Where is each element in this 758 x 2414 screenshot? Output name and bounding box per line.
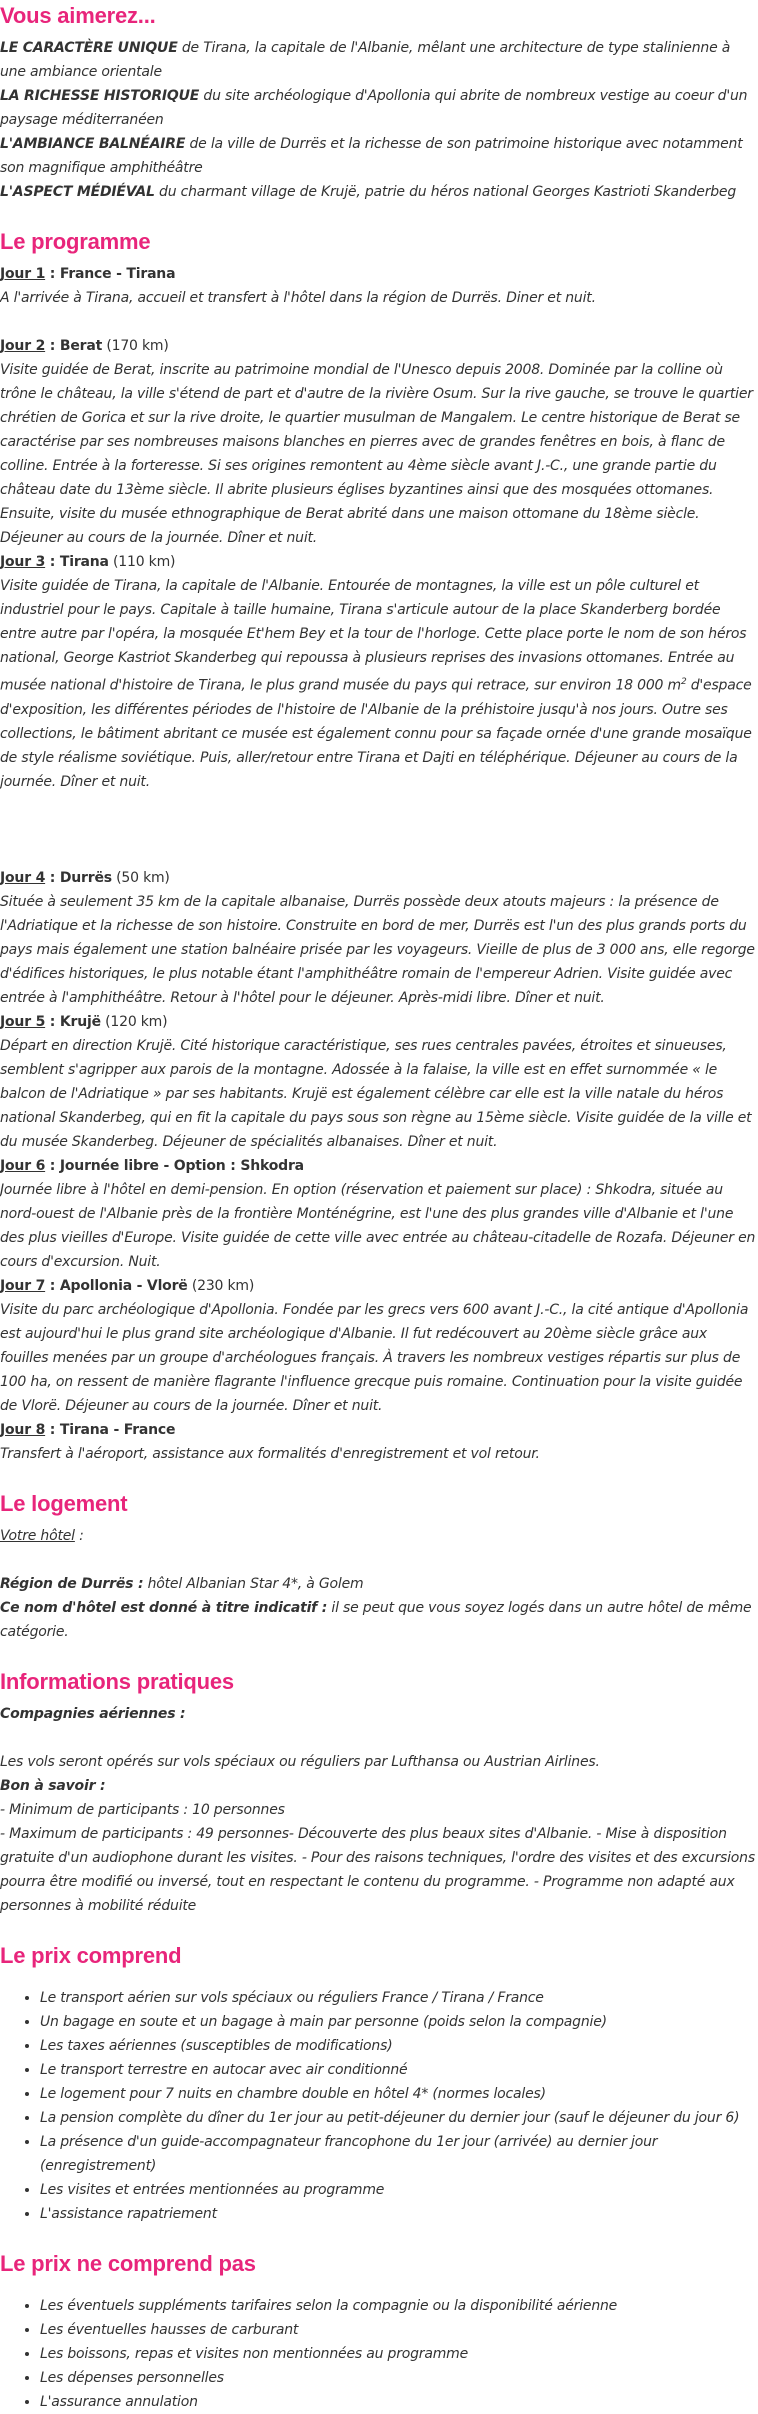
- item-bold: LE CARACTÈRE UNIQUE: [0, 40, 178, 56]
- jour-label: Jour 4: [0, 869, 46, 886]
- indicatif-value: il se peut que vous soyez logés dans un autre hôtel de même catégorie.: [0, 1599, 752, 1640]
- item-bold: LA RICHESSE HISTORIQUE: [0, 88, 200, 104]
- list-item: • L'assistance rapatriement: [40, 2202, 758, 2226]
- vous-aimerez-item: [0, 36, 758, 84]
- bon-line: - Maximum de participants : 49 personnes- Découverte des plus beaux sites d'Albanie. - Mise à disposition gratuite d'un audiophone durant les visites. - Pour des raisons techniques, l'ordre des visites et des excursions pourra être modifié ou inversé, tout en respectant le contenu du programme. - Programme non adapté aux personnes à mobilité réduite: [0, 1825, 755, 1914]
- list-item: • Les éventuelles hausses de carburant: [40, 2318, 758, 2342]
- vous-aimerez-section: [0, 0, 758, 204]
- jour-label: Jour 7: [0, 1277, 46, 1294]
- list-item: • Le transport terrestre en autocar avec air conditionné: [40, 2058, 758, 2082]
- list-item: • Les taxes aériennes (susceptibles de modifications): [40, 2034, 758, 2058]
- bon-label: Bon à savoir :: [0, 1777, 106, 1794]
- jour-title: : Apollonia - Vlorë: [45, 1277, 188, 1294]
- jour-desc: Située à seulement 35 km de la capitale albanaise, Durrës possède deux atouts majeurs : la présence de l'Adriatique et la richesse de son histoire. Construite en bord de mer, Durrës est l'un des plus grands ports du pays mais également une station balnéaire prisée par les voyageurs. Vieille de plus de 3 000 ans, elle regorge d'édifices historiques, le plus notable étant l'amphithéâtre romain de l'empereur Adrien. Visite guidée avec entrée à l'amphithéâtre. Retour à l'hôtel pour le déjeuner. Après-midi libre. Dîner et nuit.: [0, 893, 755, 1006]
- indicatif-label: Ce nom d'hôtel est donné à titre indicatif :: [0, 1599, 328, 1616]
- vous-aimerez-item: [0, 180, 758, 204]
- jour-desc-part: d'espace d'exposition, les différentes périodes de l'histoire de l'Albanie de la préhistoire jusqu'à nos jours. Outre ses collections, le bâtiment abritant ce musée est également connu pour sa façade ornée d'une grande mosaïque de style réalisme soviétique. Puis, aller/retour entre Tirana et Dajti en téléphérique. Déjeuner au cours de la journée. Dîner et nuit.: [0, 677, 752, 790]
- item-text: de la ville de Durrës et la richesse de son patrimoine historique avec notamment son magnifique amphithéâtre: [0, 136, 743, 176]
- programme-heading: Le programme: [0, 229, 151, 254]
- jour-km: (230 km): [187, 1277, 255, 1294]
- jour-desc: A l'arrivée à Tirana, accueil et transfert à l'hôtel dans la région de Durrës. Diner et nuit.: [0, 290, 596, 306]
- jour-km: (120 km): [100, 1013, 168, 1030]
- indicatif-line: [0, 1596, 758, 1644]
- jour-label: Jour 8: [0, 1421, 46, 1438]
- logement-heading: Le logement: [0, 1490, 128, 1516]
- jour-title: : Tirana: [45, 554, 109, 570]
- superscript: 2: [680, 677, 687, 687]
- infos-section: [0, 1666, 758, 1918]
- jour-block: [0, 262, 758, 310]
- item-bold: L'ASPECT MÉDIÉVAL: [0, 184, 155, 200]
- list-item: • Le logement pour 7 nuits en chambre double en hôtel 4* (normes locales): [40, 2082, 758, 2106]
- compagnies-text: Les vols seront opérés sur vols spéciaux ou réguliers par Lufthansa ou Austrian Airlines.: [0, 1753, 600, 1770]
- vous-aimerez-item: [0, 132, 758, 180]
- list-item: • La présence d'un guide-accompagnateur francophone du 1er jour (arrivée) au dernier jour (enregistrement): [40, 2130, 758, 2178]
- jour-desc: Transfert à l'aéroport, assistance aux formalités d'enregistrement et vol retour.: [0, 1445, 540, 1462]
- prix-ne-comprend-section: [0, 2248, 758, 2414]
- jour-title: : Krujë: [45, 1013, 101, 1030]
- jour-km: (110 km): [108, 554, 176, 570]
- jour-km: (50 km): [111, 869, 170, 886]
- infos-heading: Informations pratiques: [0, 1668, 234, 1694]
- item-bold: L'AMBIANCE BALNÉAIRE: [0, 136, 186, 152]
- jour-label: Jour 5: [0, 1013, 46, 1030]
- region-line: [0, 1572, 758, 1596]
- vous-aimerez-item: [0, 84, 758, 132]
- jour-label: Jour 2: [0, 338, 46, 354]
- jour-block: [0, 866, 758, 1010]
- jour-desc: Départ en direction Krujë. Cité historique caractéristique, ses rues centrales pavées, étroites et sinueuses, semblent s'agripper aux parois de la montagne. Adossée à la falaise, la ville est en effet surnommée « le balcon de l'Adriatique » par ses habitants. Krujë est également célèbre car elle est la ville natale du héros national Skanderbeg, qui en fit la capitale du pays sous son règne au 15ème siècle. Visite guidée de la ville et du musée Skanderbeg. Déjeuner de spécialités albanaises. Dîner et nuit.: [0, 1037, 752, 1150]
- compagnies-label: Compagnies aériennes :: [0, 1705, 186, 1722]
- jour-desc-part: Visite guidée de Tirana, la capitale de l'Albanie. Entourée de montagnes, la ville est un pôle culturel et industriel pour le pays. Capitale à taille humaine, Tirana s'articule autour de la place Skanderberg bordée entre autre par l'opéra, la mosquée Et'hem Bey et la tour de l'horloge. Cette place porte le nom de son héros national, George Kastriot Skanderbeg qui repoussa à plusieurs reprises des invasions ottomanes. Entrée au musée national d'histoire de Tirana, le plus grand musée du pays qui retrace, sur environ 18 000 m: [0, 578, 747, 694]
- jour-label: Jour 3: [0, 554, 46, 570]
- prix-ne-comprend-list: [0, 2294, 758, 2414]
- list-item: • Les visites et entrées mentionnées au programme: [40, 2178, 758, 2202]
- jour-title: : Journée libre - Option : Shkodra: [45, 1157, 304, 1174]
- item-text: du charmant village de Krujë, patrie du héros national Georges Kastrioti Skanderbeg: [154, 184, 737, 200]
- vous-aimerez-heading: Vous aimerez...: [0, 3, 156, 28]
- jour-label: Jour 1: [0, 266, 46, 282]
- jour-block: [0, 550, 758, 794]
- jour-label: Jour 6: [0, 1157, 46, 1174]
- prix-comprend-section: [0, 1940, 758, 2226]
- jour-desc: Visite du parc archéologique d'Apollonia. Fondée par les grecs vers 600 avant J.-C., la cité antique d'Apollonia est aujourd'hui le plus grand site archéologique d'Albanie. Il fut redécouvert au 20ème siècle grâce aux fouilles menées par un groupe d'archéologues français. À travers les nombreux vestiges répartis sur plus de 100 ha, on ressent de manière flagrante l'influence grecque puis romaine. Continuation pour la visite guidée de Vlorë. Déjeuner au cours de la journée. Dîner et nuit.: [0, 1301, 749, 1414]
- jour-desc: Journée libre à l'hôtel en demi-pension. En option (réservation et paiement sur place) : Shkodra, située au nord-ouest de l'Albanie près de la frontière Monténégrine, est l'une des plus grandes ville d'Albanie et l'une des plus vieilles d'Europe. Visite guidée de cette ville avec entrée au château-citadelle de Rozafa. Déjeuner en cours d'excursion. Nuit.: [0, 1181, 756, 1270]
- item-text: du site archéologique d'Apollonia qui abrite de nombreux vestige au coeur d'un paysage méditerranéen: [0, 88, 748, 128]
- list-item: • Les dépenses personnelles: [40, 2366, 758, 2390]
- jour-km: (170 km): [102, 338, 169, 354]
- region-label: Région de Durrës :: [0, 1575, 144, 1592]
- logement-section: [0, 1488, 758, 1644]
- list-item: • La pension complète du dîner du 1er jour au petit-déjeuner du dernier jour (sauf le déjeuner du jour 6): [40, 2106, 758, 2130]
- votre-hotel-label: Votre hôtel: [0, 1527, 75, 1544]
- region-value: hôtel Albanian Star 4*, à Golem: [143, 1575, 364, 1592]
- jour-block: [0, 1154, 758, 1274]
- list-item: • L'assurance annulation: [40, 2390, 758, 2414]
- jour-desc: Visite guidée de Berat, inscrite au patrimoine mondial de l'Unesco depuis 2008. Dominée par la colline où trône le château, la ville s'étend de part et d'autre de la rivière Osum. Sur la rive gauche, se trouve le quartier chrétien de Gorica et sur la rive droite, le quartier musulman de Mangalem. Le centre historique de Berat se caractérise par ses nombreuses maisons blanches en pierres avec de grandes fenêtres en bois, à flanc de colline. Entrée à la forteresse. Si ses origines remontent au 4ème siècle avant J.-C., une grande partie du château date du 13ème siècle. Il abrite plusieurs églises byzantines ainsi que des mosquées ottomanes. Ensuite, visite du musée ethnographique de Berat abrité dans une maison ottomane du 18ème siècle. Déjeuner au cours de la journée. Dîner et nuit.: [0, 362, 753, 546]
- jour-title: : France - Tirana: [45, 266, 176, 282]
- jour-title: : Tirana - France: [45, 1421, 176, 1438]
- jour-title: : Durrës: [45, 869, 112, 886]
- list-item: • Les boissons, repas et visites non mentionnées au programme: [40, 2342, 758, 2366]
- list-item: • Les éventuels suppléments tarifaires selon la compagnie ou la disponibilité aérienne: [40, 2294, 758, 2318]
- vous-aimerez-list: [0, 36, 758, 204]
- programme-section: [0, 226, 758, 1466]
- list-item: • Un bagage en soute et un bagage à main par personne (poids selon la compagnie): [40, 2010, 758, 2034]
- item-text: de Tirana, la capitale de l'Albanie, mêlant une architecture de type stalinienne à une ambiance orientale: [0, 40, 731, 80]
- prix-comprend-list: [0, 1986, 758, 2226]
- jour-block: [0, 334, 758, 550]
- jour-block: [0, 1418, 758, 1466]
- bon-line: - Minimum de participants : 10 personnes: [0, 1801, 285, 1818]
- jour-block: [0, 1010, 758, 1154]
- jour-title: : Berat: [45, 338, 103, 354]
- colon: :: [74, 1527, 84, 1544]
- prix-ne-comprend-heading: Le prix ne comprend pas: [0, 2250, 256, 2276]
- list-item: • Le transport aérien sur vols spéciaux ou réguliers France / Tirana / France: [40, 1986, 758, 2010]
- prix-comprend-heading: Le prix comprend: [0, 1942, 182, 1968]
- jour-desc: [0, 574, 758, 794]
- jour-block: [0, 1274, 758, 1418]
